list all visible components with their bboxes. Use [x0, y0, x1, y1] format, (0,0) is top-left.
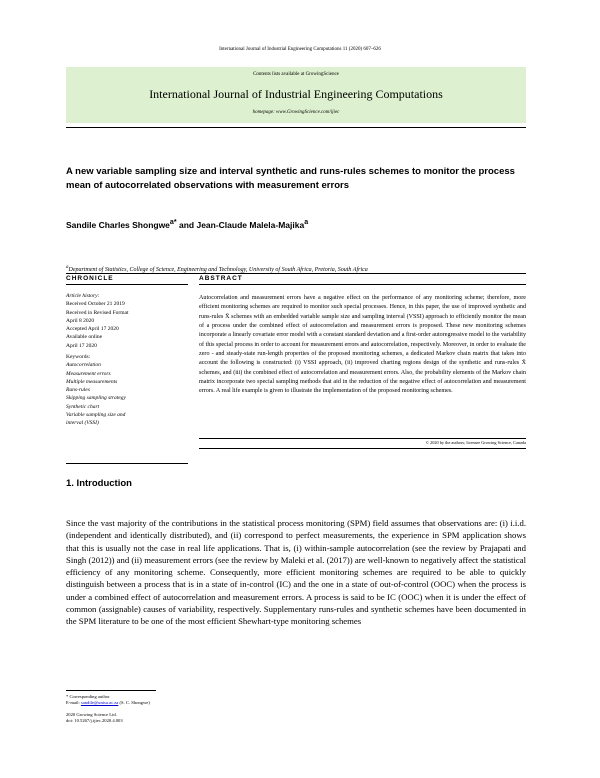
copyright-notice: © 2020 by the authors; licensee Growing Science, Canada: [425, 440, 526, 445]
author-name: Sandile Charles Shongwe: [66, 219, 170, 230]
keywords-label: Keywords:: [66, 354, 91, 360]
header-divider: [66, 127, 526, 128]
coauthor-mark: a: [304, 218, 309, 226]
affiliation-mark: a: [66, 265, 69, 270]
affiliation-text: Department of Statistics, College of Science, Engineering and Technology, University of South Africa, Pretoria, South Africa: [68, 267, 368, 273]
history-line: Available online: [66, 334, 103, 341]
keyword-item: Measurement errors: [66, 370, 111, 377]
footnote-divider: [66, 690, 156, 691]
abstract-heading: ABSTRACT: [199, 275, 243, 282]
keyword-item: Synthetic chart: [66, 403, 100, 410]
section-heading: 1. Introduction: [66, 478, 132, 489]
journal-citation: International Journal of Industrial Engineering Computations 11 (2020) 607–626: [219, 47, 381, 52]
history-line: April 17 2020: [66, 342, 97, 349]
history-line: Accepted April 17 2020: [66, 326, 119, 333]
publisher-note: 2020 Growing Science Ltd.: [66, 711, 117, 717]
paper-title: A new variable sampling size and interval synthetic and runs-rules schemes to monitor the process mean of autocorrelated observations with measurement errors: [66, 166, 515, 191]
introduction-body: Since the vast majority of the contributions in the statistical process monitoring (SPM) field assumes that observations are: (i) i.i.d. (independent and identically distributed), and (ii) correspond to perfect measurements, the experience in SPM application shows that this is usually not the case in real life applications. That is, (i) within-sample autocorrelation (see the review by Prajapati and Singh (2012)) and (ii) measurement errors (see the review by Maleki et al. (2017)) are well-known to negatively affect the statistical efficiency of any monitoring scheme. Consequently, more efficient monitoring schemes are required to be able to quickly distinguish between a process that is in a state of in-control (IC) and the one in a state of out-of-control (OOC) when the process is under a combined effect of autocorrelation and measurement errors. A process is said to be IC (OOC) when it is under the effect of common (assignable) causes of variability, respectively. Supplementary runs-rules and synthetic schemes have been documented in the SPM literature to be one of the most efficient Shewhart-type monitoring schemes: [66, 518, 526, 627]
author-join: and: [176, 219, 197, 230]
journal-homepage[interactable]: homepage: www.GrowingScience.com/ijiec: [252, 110, 340, 115]
article-history: [66, 292, 188, 350]
keyword-item: Runs-rules: [66, 387, 90, 394]
affiliation: [66, 265, 368, 273]
keyword-item: Multiple measurements: [66, 378, 118, 385]
history-line: Received October 21 2019: [66, 301, 125, 308]
abstract-divider: [199, 284, 526, 285]
email-line: [66, 700, 366, 706]
abstract-bottom-divider: [199, 438, 526, 439]
chronicle-bottom-divider: [66, 463, 188, 464]
corresponding-author-note: * Corresponding author: [66, 694, 110, 699]
journal-title: International Journal of Industrial Engineering Computations: [149, 87, 443, 101]
keywords: [66, 353, 188, 428]
journal-header-banner: [66, 67, 526, 123]
author-list: [66, 218, 308, 230]
keyword-item: interval (VSSI): [66, 420, 99, 427]
contents-line: Contents lists available at GrowingScience: [253, 72, 339, 77]
history-line: April 8 2020: [66, 317, 95, 324]
history-line: Received in Revised Format: [66, 309, 129, 316]
email-link[interactable]: sandile@unisa.ac.za: [80, 700, 119, 706]
author-marks: a*: [169, 218, 177, 226]
chronicle-divider: [66, 284, 188, 285]
email-owner: (S. C. Shongwe): [118, 700, 150, 706]
email-label: E-mail:: [66, 700, 81, 706]
copyright-divider: [199, 448, 526, 449]
keyword-item: Autocorrelation: [66, 362, 101, 369]
coauthor-name: Jean-Claude Malela-Majika: [196, 219, 305, 230]
affiliation-divider: [66, 273, 526, 274]
history-label: Article history:: [66, 293, 100, 299]
chronicle-heading: CHRONICLE: [66, 275, 114, 282]
keyword-item: Variable sampling size and: [66, 412, 126, 419]
doi-note: doi: 10.5267/j.ijiec.2020.4.003: [66, 717, 123, 723]
keyword-item: Skipping sampling strategy: [66, 395, 126, 402]
footnotes: [66, 694, 366, 724]
abstract-body: Autocorrelation and measurement errors have a negative effect on the performance of any monitoring scheme; therefore, more efficient monitoring schemes are required to monitor such special processes. Hence, in this paper, the use of improved synthetic and runs-rules X̄ schemes with an embedded variable sample size and sampling interval (VSSI) approach to efficiently monitor the mean of a process under the combined effect of autocorrelation and measurement errors is proposed. These new monitoring schemes incorporate a linearly covariate error model with a constant standard deviation and a first-order autoregressive model to the variability of this special process in order to account for measurement errors and autocorrelation, respectively. Moreover, in order to evaluate the zero - and steady-state run-length properties of the proposed monitoring schemes, a dedicated Markov chain matrix that takes into account the following is constructed: (i) VSSI approach, (ii) improved charting regions design of the synthetic and runs-rules X̄ schemes, and (iii) the combined effect of autocorrelation and measurement errors. Also, the probability elements of the Markov chain matrix incorporate two special sampling methods that aid in the reduction of the negative effect of autocorrelation and measurement errors. A real life example is given to illustrate the implementation of the proposed monitoring schemes.: [199, 295, 526, 395]
